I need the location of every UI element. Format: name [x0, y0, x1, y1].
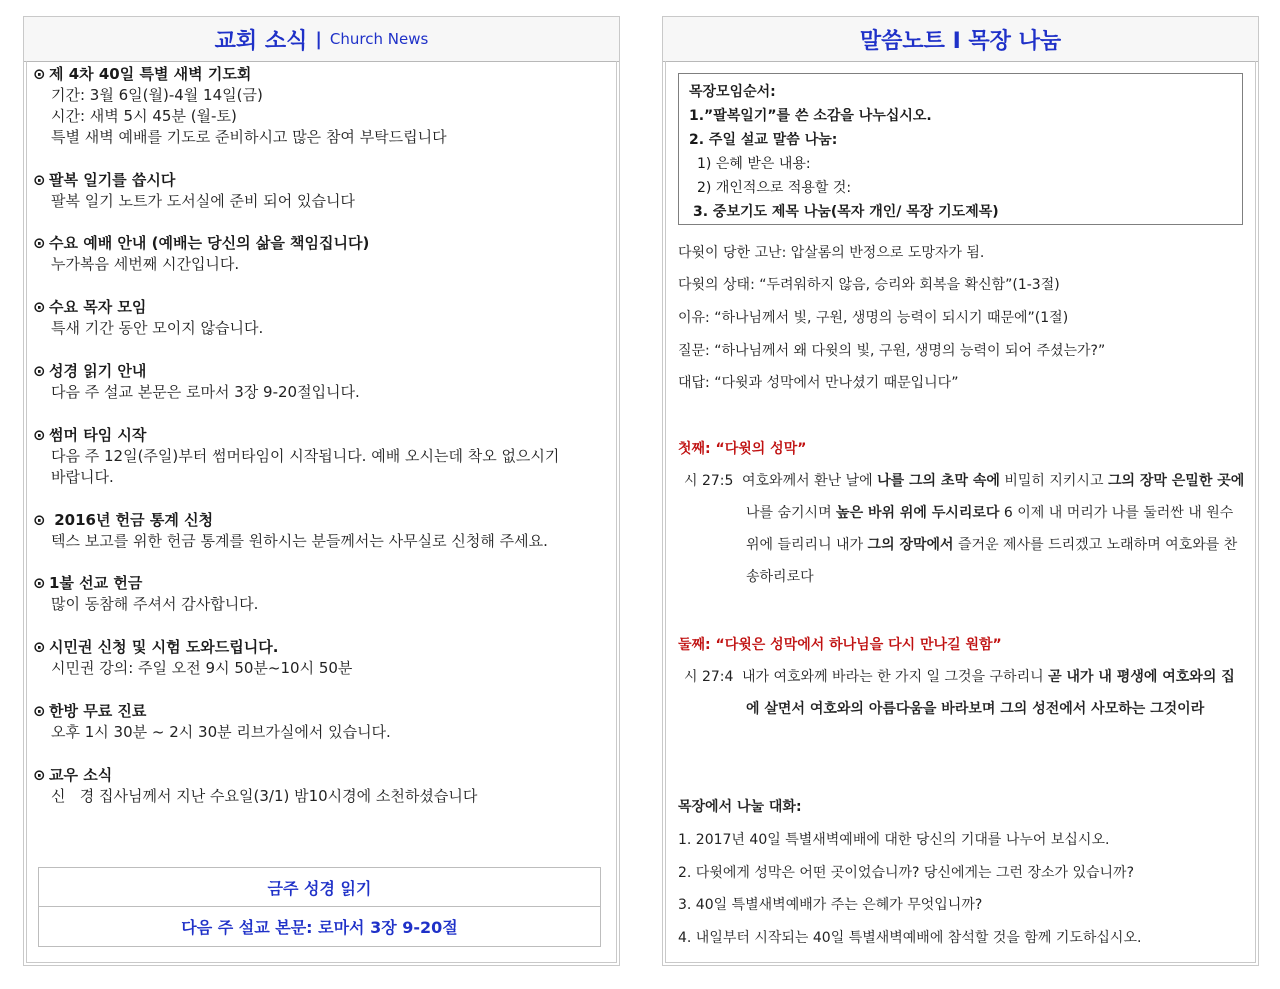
news-item-title: ⊙ 2016년 헌금 통계 신청	[33, 511, 214, 529]
news-item-body: 오후 1시 30분 ~ 2시 30분 리브가실에서 있습니다.	[51, 723, 391, 741]
news-item-title: ⊙ 성경 읽기 안내	[33, 362, 147, 380]
meeting-order-box	[678, 73, 1243, 225]
first-point-heading: 첫째: “다윗의 성막”	[678, 441, 807, 457]
news-item-body: 팔복 일기 노트가 도서실에 준비 되어 있습니다	[51, 192, 355, 210]
header-separator: |	[315, 28, 322, 50]
discussion-question: 2. 다윗에게 성막은 어떤 곳이었습니까? 당신에게는 그런 장소가 있습니까?	[678, 865, 1135, 881]
sermon-note-panel	[662, 16, 1259, 966]
news-item	[33, 361, 610, 403]
news-item	[33, 510, 610, 552]
church-news-panel	[23, 16, 620, 966]
circle-dot-icon: ⊙	[33, 426, 46, 444]
psalm-27-5-verse: 시 27:5 여호와께서 환난 날에 나를 그의 초막 속에 비밀히 지키시고 그의 장막 은밀한 곳에 나를 숨기시며 높은 바위 위에 두시리로다 6 이제 내 머리가 나를 둘러싼 내 원수 위에 들리리니 내가 그의 장막에서 즐거운 제사를 드리겠고 노래하며 여호와를 찬송하리로다	[684, 465, 1247, 593]
news-item-title: ⊙ 썸머 타임 시작	[33, 426, 147, 444]
verse-reference: 시 27:5	[684, 473, 734, 489]
news-item	[33, 701, 610, 743]
news-item-body: 신 경 집사님께서 지난 수요일(3/1) 밤10시경에 소천하셨습니다	[51, 787, 478, 805]
meeting-order-item: 3. 중보기도 제목 나눔(목자 개인/ 목장 기도제목)	[693, 204, 999, 220]
church-news-title-en: Church News	[329, 30, 429, 48]
sermon-note-title: 말씀노트 I 목장 나눔	[859, 28, 1062, 54]
news-item	[33, 765, 610, 807]
news-item-title: ⊙ 1불 선교 헌금	[33, 574, 143, 592]
news-item	[33, 64, 610, 148]
sermon-note-line: 다윗이 당한 고난: 압살롬의 반정으로 도망자가 됨.	[678, 245, 985, 261]
news-item-title: ⊙ 수요 목자 모임	[33, 298, 147, 316]
circle-dot-icon: ⊙	[33, 171, 46, 189]
news-item-body: 다음 주 설교 본문은 로마서 3장 9-20절입니다.	[51, 383, 360, 401]
circle-dot-icon: ⊙	[33, 65, 46, 83]
meeting-order-item: 1.”팔복일기”를 쓴 소감을 나누십시오.	[689, 108, 932, 124]
discussion-question: 1. 2017년 40일 특별새벽예배에 대한 당신의 기대를 나누어 보십시오.	[678, 832, 1110, 848]
circle-dot-icon: ⊙	[33, 362, 46, 380]
circle-dot-icon: ⊙	[33, 574, 46, 592]
circle-dot-icon: ⊙	[33, 234, 46, 252]
circle-dot-icon: ⊙	[33, 511, 46, 529]
discussion-heading: 목장에서 나눌 대화:	[678, 799, 802, 815]
sermon-note-line: 질문: “하나님께서 왜 다윗의 빛, 구원, 생명의 능력이 되어 주셨는가?”	[678, 343, 1106, 359]
news-item-body: 시민권 강의: 주일 오전 9시 50분~10시 50분	[51, 659, 353, 677]
news-item	[33, 425, 610, 488]
circle-dot-icon: ⊙	[33, 766, 46, 784]
meeting-order-heading: 목장모임순서:	[689, 84, 776, 100]
news-item	[33, 573, 610, 615]
news-item	[33, 170, 610, 212]
circle-dot-icon: ⊙	[33, 298, 46, 316]
news-item-title: ⊙ 시민권 신청 및 시험 도와드립니다.	[33, 638, 279, 656]
discussion-question: 3. 40일 특별새벽예배가 주는 은혜가 무엇입니까?	[678, 897, 983, 913]
news-item-title: ⊙ 제 4차 40일 특별 새벽 기도회	[33, 65, 252, 83]
news-item-title: ⊙ 한방 무료 진료	[33, 702, 147, 720]
news-item-title: ⊙ 교우 소식	[33, 766, 113, 784]
church-news-title-ko: 교회 소식	[214, 28, 308, 54]
discussion-question: 4. 내일부터 시작되는 40일 특별새벽예배에 참석할 것을 함께 기도하십시오.	[678, 930, 1142, 946]
news-item-title: ⊙ 수요 예배 안내 (예배는 당신의 삶을 책임집니다)	[33, 234, 370, 252]
news-item	[33, 233, 610, 275]
news-item-body: 누가복음 세번째 시간입니다.	[51, 255, 240, 273]
meeting-order-subitem: 2) 개인적으로 적용할 것:	[697, 180, 852, 196]
church-news-header	[24, 17, 619, 62]
circle-dot-icon: ⊙	[33, 702, 46, 720]
sermon-note-line: 이유: “하나님께서 빛, 구원, 생명의 능력이 되시기 때문에”(1절)	[678, 310, 1069, 326]
news-item-body: 기간: 3월 6일(월)-4월 14일(금) 시간: 새벽 5시 45분 (월-토) 특별 새벽 예배를 기도로 준비하시고 많은 참여 부탁드립니다	[51, 86, 447, 146]
news-item-body: 다음 주 12일(주일)부터 썸머타임이 시작됩니다. 예배 오시는데 착오 없으시기 바랍니다.	[51, 447, 560, 486]
news-item	[33, 637, 610, 679]
church-news-content	[26, 61, 617, 963]
meeting-order-item: 2. 주일 설교 말씀 나눔:	[689, 132, 838, 148]
news-item	[33, 297, 610, 339]
news-item-body: 텍스 보고를 위한 헌금 통계를 원하시는 분들께서는 사무실로 신청해 주세요.	[51, 532, 548, 550]
sermon-note-line: 대답: “다윗과 성막에서 만나셨기 때문입니다”	[678, 375, 959, 391]
news-item-body: 특새 기간 동안 모이지 않습니다.	[51, 319, 264, 337]
psalm-27-4-verse: 시 27:4 내가 여호와께 바라는 한 가지 일 그것을 구하리니 곧 내가 내 평생에 여호와의 집에 살면서 여호와의 아름다움을 바라보며 그의 성전에서 사모하는 그것이라	[684, 661, 1247, 725]
news-item-title: ⊙ 팔복 일기를 씁시다	[33, 171, 176, 189]
bible-reading-title: 금주 성경 읽기	[267, 878, 372, 898]
meeting-order-subitem: 1) 은혜 받은 내용:	[697, 156, 811, 172]
verse-reference: 시 27:4	[684, 669, 734, 685]
circle-dot-icon: ⊙	[33, 638, 46, 656]
sermon-note-content	[665, 61, 1256, 963]
next-sermon-text: 다음 주 설교 본문: 로마서 3장 9-20절	[39, 906, 600, 945]
news-item-body: 많이 동참해 주셔서 감사합니다.	[51, 595, 259, 613]
bible-reading-box	[38, 867, 601, 947]
sermon-note-line: 다윗의 상태: “두려워하지 않음, 승리와 회복을 확신함”(1-3절)	[678, 277, 1060, 293]
sermon-note-header	[663, 17, 1258, 62]
second-point-heading: 둘째: “다윗은 성막에서 하나님을 다시 만나길 원함”	[678, 637, 1002, 653]
